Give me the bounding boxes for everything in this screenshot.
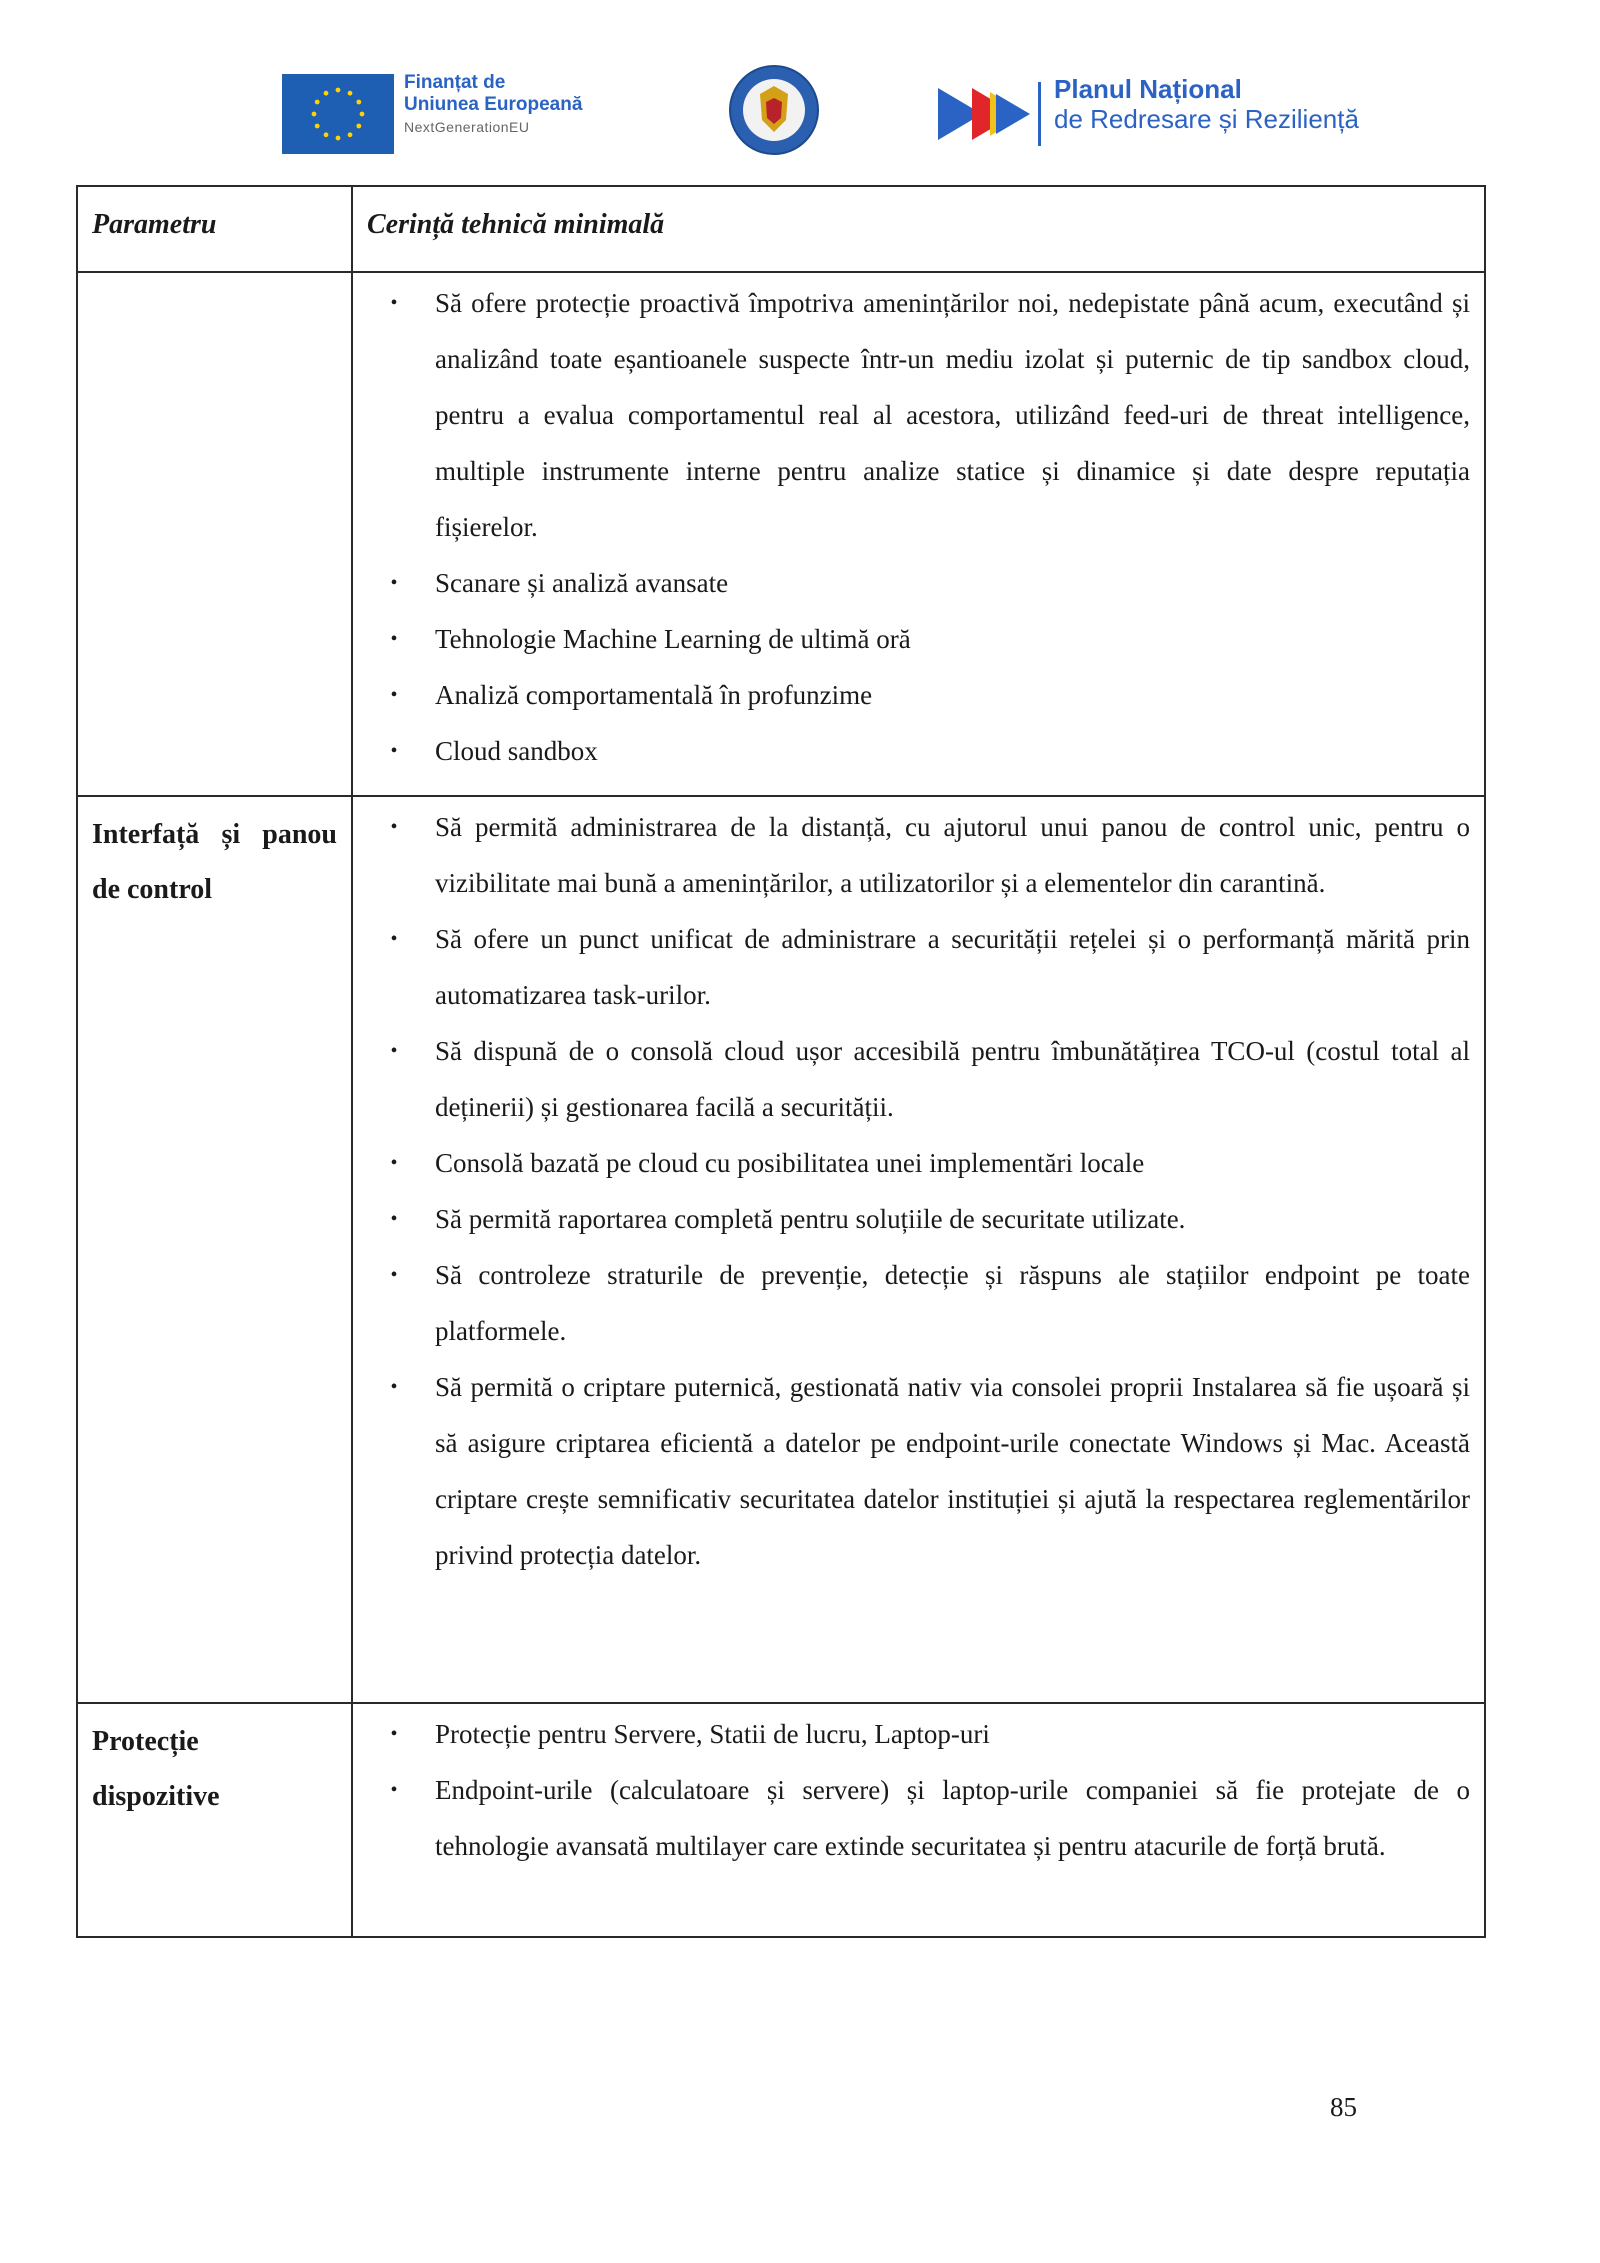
bullet-icon: • [390, 740, 398, 762]
page-number: 85 [1330, 2092, 1357, 2122]
requirement-text: Să permită administrarea de la distanță, cu ajutorul unui panou de control unic, pentru o vizibilitate mai bună a amenințărilor, a utilizatorilor și a elementelor din carantină. [435, 812, 1470, 898]
pnrr-title-line1: Planul Național [1054, 74, 1242, 104]
list-item [367, 723, 1470, 779]
eu-funding-text [404, 72, 664, 138]
bullet-icon: • [390, 816, 398, 838]
list-item [367, 1023, 1470, 1135]
bullet-icon: • [390, 1208, 398, 1230]
list-item [367, 667, 1470, 723]
page-header [0, 64, 1600, 164]
eu-flag-icon [282, 74, 394, 154]
requirement-text: Să controleze straturile de prevenție, detecție și răspuns ale stațiilor endpoint pe toate platformele. [435, 1260, 1470, 1346]
parameter-cell [77, 796, 352, 1703]
parameter-label-line1: Protecție [92, 1726, 199, 1757]
table-header-row [77, 186, 1485, 272]
requirement-list [367, 275, 1470, 779]
bullet-icon: • [390, 628, 398, 650]
requirement-text: Scanare și analiză avansate [435, 568, 729, 598]
requirements-cell [352, 272, 1485, 796]
list-item [367, 1762, 1470, 1874]
header-requirement: Cerință tehnică minimală [352, 186, 1485, 272]
requirement-text: Să dispună de o consolă cloud ușor accesibilă pentru îmbunătățirea TCO-ul (costul total al deținerii) și gestionarea facilă a securității. [435, 1036, 1470, 1122]
guvernul-romaniei-seal-icon [728, 64, 820, 156]
bullet-icon: • [390, 1779, 398, 1801]
pnrr-arrow-logo-icon [938, 76, 1048, 152]
technical-requirements-table [76, 185, 1486, 1938]
requirement-text: Să ofere un punct unificat de administrare a securității rețelei și o performanță mărită prin automatizarea task-urilor. [435, 924, 1470, 1010]
bullet-icon: • [390, 684, 398, 706]
requirement-text: Să permită o criptare puternică, gestionată nativ via consolei proprii Instalarea să fie ușoară și să asigure criptarea eficientă a datelor pe endpoint-urile conectate Windows și Mac. Această criptare crește semnificativ securitatea datelor instituției și ajută la respectarea reglementărilor privind protecția datelor. [435, 1372, 1470, 1570]
requirement-text: Să ofere protecție proactivă împotriva amenințărilor noi, nedepistate până acum, executând și analizând toate eșantioanele suspecte într-un mediu izolat și puternic de tip sandbox cloud, pentru a evalua comportamentul real al acestora, utilizând feed-uri de threat intelligence, multiple instrumente interne pentru analize statice și dinamice și date despre reputația fișierelor. [435, 288, 1470, 542]
list-item [367, 1706, 1470, 1762]
requirement-text: Tehnologie Machine Learning de ultimă oră [435, 624, 911, 654]
eu-text-line1: Finanțat de [404, 72, 506, 93]
requirement-list [367, 799, 1470, 1583]
requirement-text: Cloud sandbox [435, 736, 598, 766]
parameter-label-line2: dispozitive [92, 1781, 220, 1812]
list-item [367, 1247, 1470, 1359]
parameter-cell [77, 272, 352, 796]
eu-text-line2: Uniunea Europeană [404, 94, 583, 115]
list-item [367, 1359, 1470, 1583]
parameter-label-line1: Interfață și panou [92, 819, 337, 850]
table-row [77, 272, 1485, 796]
pnrr-title-line2: de Redresare și Reziliență [1054, 104, 1359, 134]
list-item [367, 1191, 1470, 1247]
eu-text-line3: NextGenerationEU [404, 119, 530, 135]
list-item [367, 911, 1470, 1023]
requirement-text: Să permită raportarea completă pentru soluțiile de securitate utilizate. [435, 1204, 1186, 1234]
bullet-icon: • [390, 1264, 398, 1286]
requirement-text: Protecție pentru Servere, Statii de lucru, Laptop-uri [435, 1719, 990, 1749]
requirements-cell [352, 1703, 1485, 1937]
bullet-icon: • [390, 572, 398, 594]
parameter-cell [77, 1703, 352, 1937]
bullet-icon: • [390, 1040, 398, 1062]
table-row [77, 796, 1485, 1703]
list-item [367, 799, 1470, 911]
bullet-icon: • [390, 292, 398, 314]
requirement-text: Consolă bazată pe cloud cu posibilitatea unei implementări locale [435, 1148, 1145, 1178]
parameter-label-line2: de control [92, 874, 213, 905]
bullet-icon: • [390, 928, 398, 950]
requirement-text: Analiză comportamentală în profunzime [435, 680, 873, 710]
list-item [367, 555, 1470, 611]
list-item [367, 1135, 1470, 1191]
bullet-icon: • [390, 1376, 398, 1398]
requirement-list [367, 1706, 1470, 1874]
table-row [77, 1703, 1485, 1937]
bullet-icon: • [390, 1152, 398, 1174]
requirements-cell [352, 796, 1485, 1703]
header-parameter: Parametru [77, 186, 352, 272]
requirement-text: Endpoint-urile (calculatoare și servere) și laptop-urile companiei să fie protejate de o tehnologie avansată multilayer care extinde securitatea și pentru atacurile de forță brută. [435, 1775, 1470, 1861]
pnrr-title [1054, 74, 1359, 134]
list-item [367, 275, 1470, 555]
bullet-icon: • [390, 1723, 398, 1745]
list-item [367, 611, 1470, 667]
